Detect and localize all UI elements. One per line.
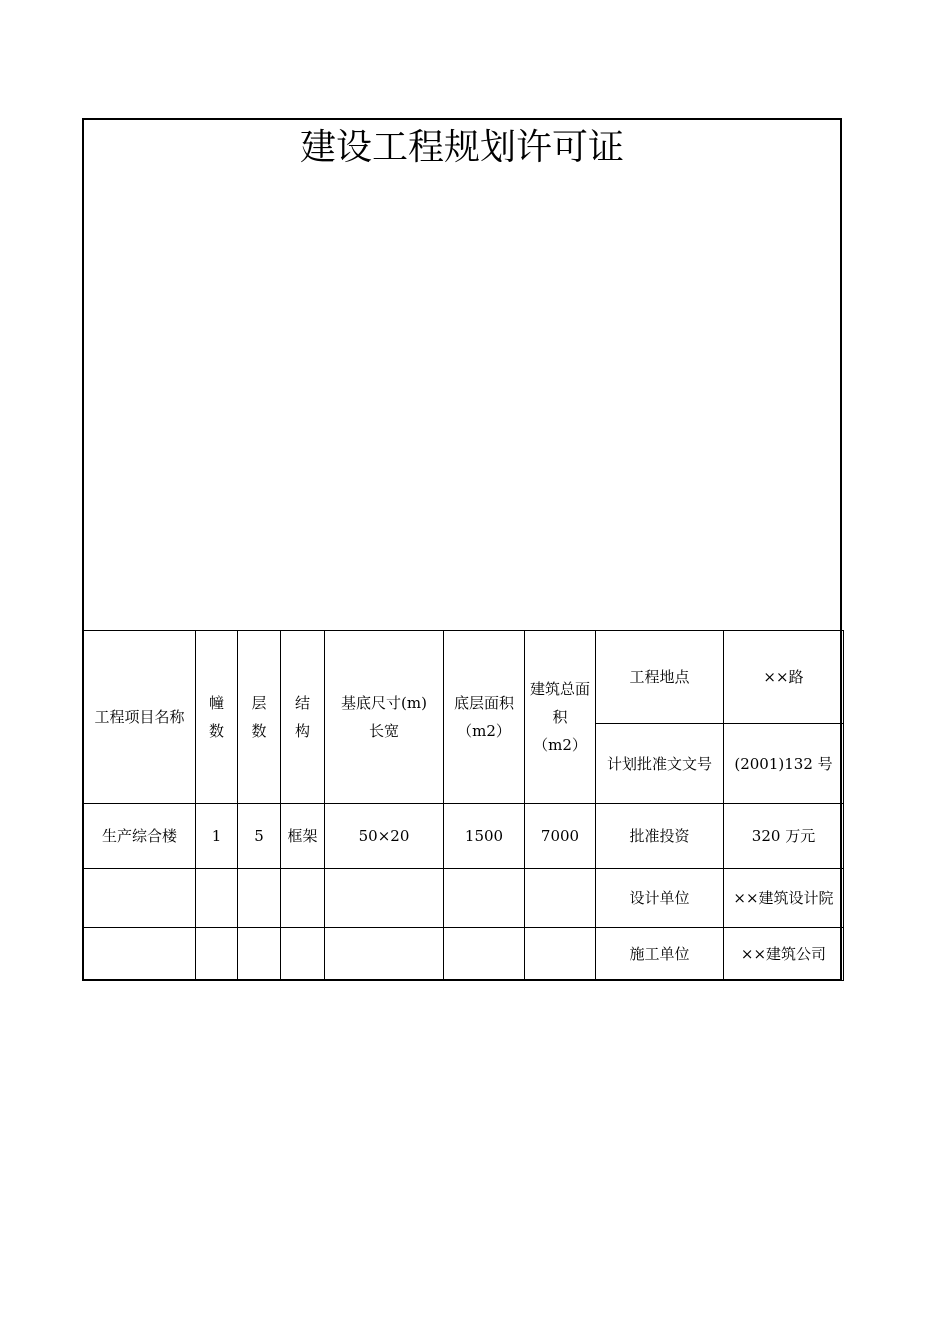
cell-ground-area: 1500: [444, 804, 525, 869]
approved-investment-value: 320 万元: [724, 804, 844, 869]
header-base-size-line: 基底尺寸(m): [341, 694, 427, 712]
cell-base-size: 50×20: [325, 804, 444, 869]
cell-project-name: 生产综合楼: [84, 804, 196, 869]
cell-floors: [238, 928, 281, 981]
certificate-frame: [82, 118, 842, 981]
table-row: [84, 928, 844, 981]
cell-base-size: [325, 928, 444, 981]
table-header-row: [84, 631, 844, 724]
header-structure: [281, 631, 325, 804]
cell-floors: 5: [238, 804, 281, 869]
cell-total-area: 7000: [525, 804, 596, 869]
header-project-name: 工程项目名称: [84, 631, 196, 804]
header-buildings: [196, 631, 238, 804]
header-ground-area-line: （m2）: [457, 722, 511, 740]
header-ground-area: [444, 631, 525, 804]
certificate-body-area: [84, 120, 840, 631]
header-total-area-line: 建筑总面: [529, 680, 590, 698]
approval-doc-label: 计划批准文文号: [596, 724, 724, 804]
cell-structure: [281, 869, 325, 928]
header-buildings-line: 数: [208, 722, 224, 740]
cell-ground-area: [444, 869, 525, 928]
header-base-size-line: 长宽: [368, 722, 399, 740]
header-buildings-line: 幢: [208, 694, 224, 712]
header-total-area-line: （m2）: [533, 736, 587, 754]
design-unit-label: 设计单位: [596, 869, 724, 928]
approved-investment-label: 批准投资: [596, 804, 724, 869]
cell-buildings: [196, 928, 238, 981]
header-total-area-line: 积: [552, 708, 568, 726]
cell-total-area: [525, 869, 596, 928]
cell-buildings: [196, 869, 238, 928]
approval-doc-value: (2001)132 号: [724, 724, 844, 804]
header-structure-line: 结: [294, 694, 310, 712]
design-unit-value: ××建筑设计院: [724, 869, 844, 928]
table-row: [84, 804, 844, 869]
location-value: ××路: [724, 631, 844, 724]
header-floors: [238, 631, 281, 804]
cell-ground-area: [444, 928, 525, 981]
table-row: [84, 869, 844, 928]
cell-structure: 框架: [281, 804, 325, 869]
cell-base-size: [325, 869, 444, 928]
header-total-area: [525, 631, 596, 804]
header-floors-line: 层: [251, 694, 267, 712]
header-floors-line: 数: [251, 722, 267, 740]
document-title: 建设工程规划许可证: [299, 127, 624, 168]
header-structure-line: 构: [294, 722, 310, 740]
header-base-size: [325, 631, 444, 804]
construction-unit-label: 施工单位: [596, 928, 724, 981]
header-ground-area-line: 底层面积: [453, 694, 514, 712]
cell-floors: [238, 869, 281, 928]
cell-project-name: [84, 869, 196, 928]
cell-buildings: 1: [196, 804, 238, 869]
cell-project-name: [84, 928, 196, 981]
cell-structure: [281, 928, 325, 981]
location-label: 工程地点: [596, 631, 724, 724]
project-info-table: [83, 630, 844, 981]
cell-total-area: [525, 928, 596, 981]
construction-unit-value: ××建筑公司: [724, 928, 844, 981]
